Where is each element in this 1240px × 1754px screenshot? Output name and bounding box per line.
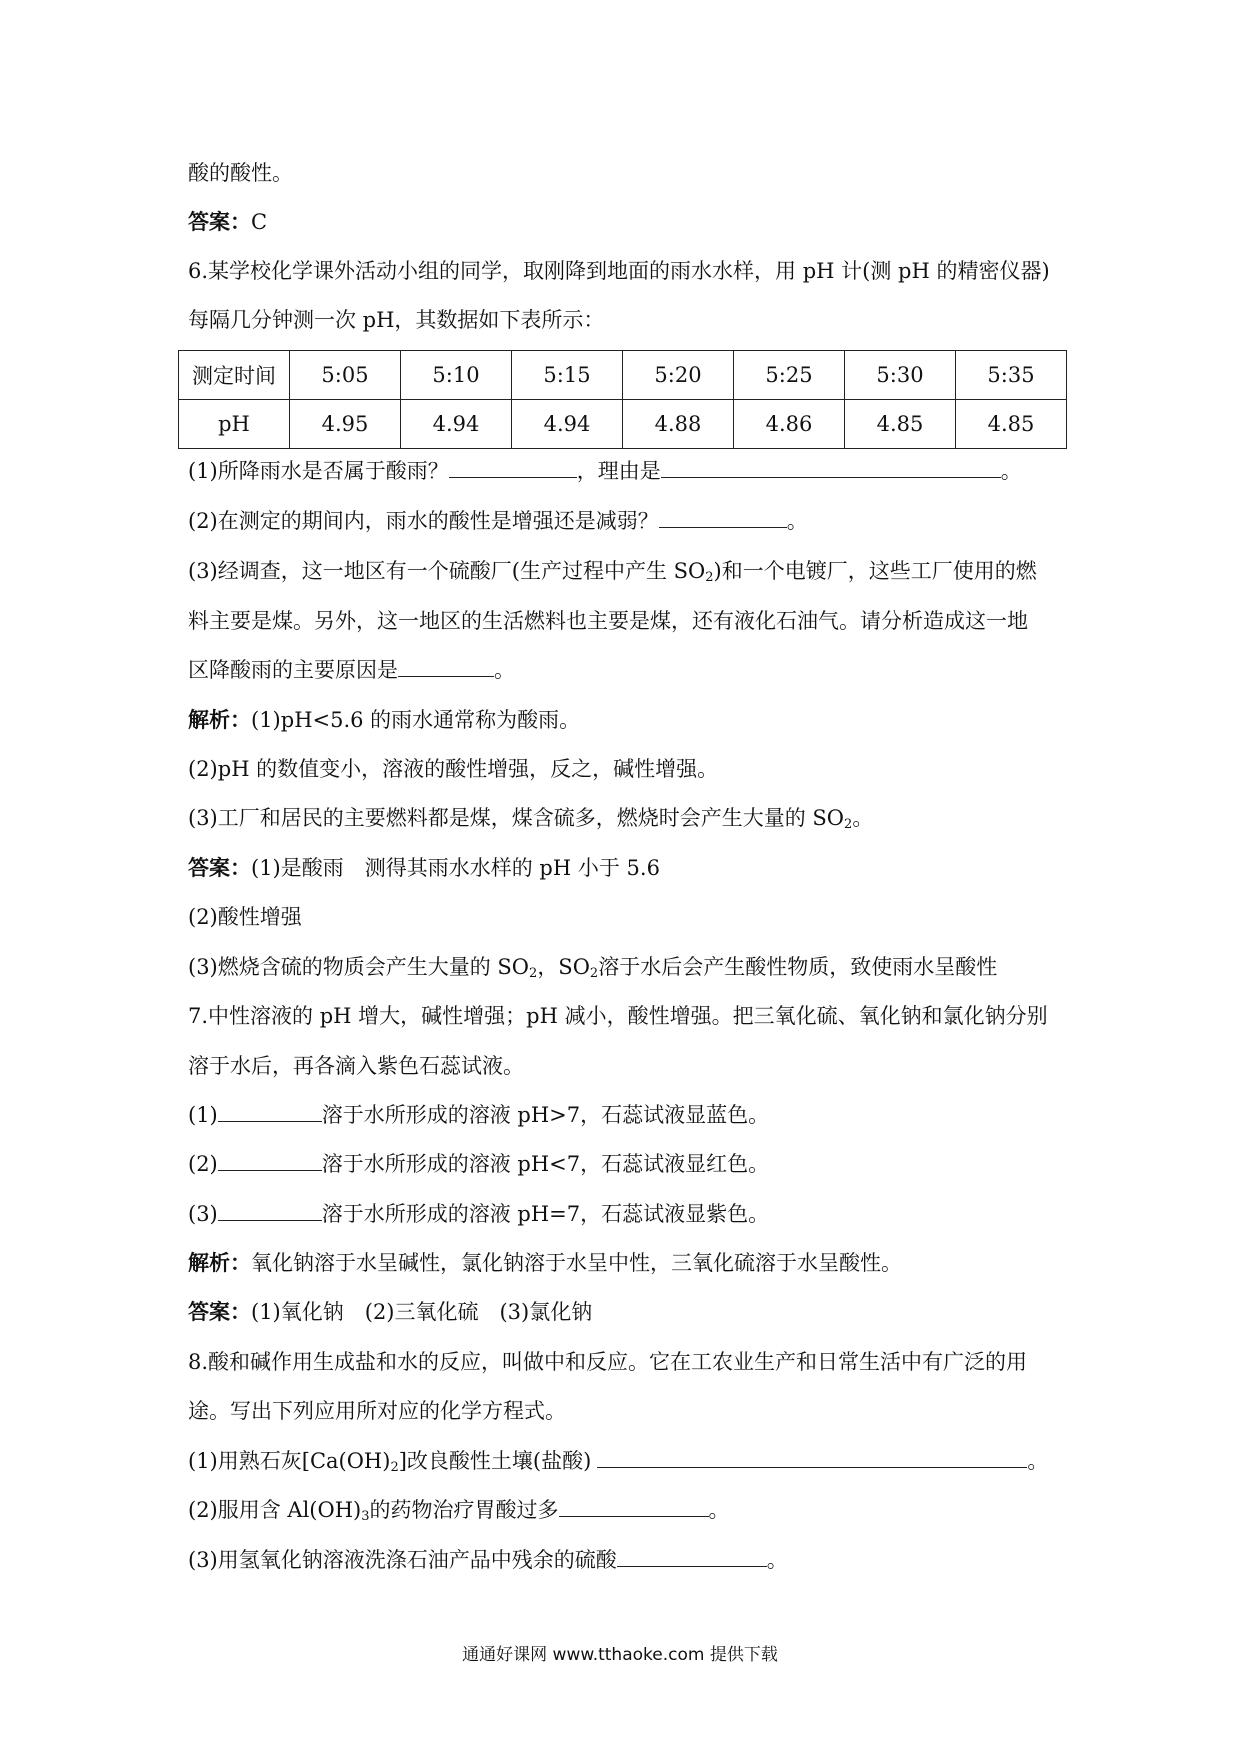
table-cell: 4.88: [623, 400, 734, 449]
text: 溶于水所形成的溶液 pH=7，石蕊试液显紫色。: [321, 1202, 770, 1226]
text: (1)用熟石灰[Ca(OH): [188, 1449, 391, 1473]
analysis-line: [188, 754, 718, 784]
table-cell: 5:30: [845, 351, 956, 400]
subscript: 2: [705, 570, 714, 585]
text: ]改良酸性土壤(盐酸): [398, 1449, 592, 1473]
text: (3)燃烧含硫的物质会产生大量的 SO: [188, 955, 530, 979]
text: 6.某学校化学课外活动小组的同学，取刚降到地面的雨水水样，用 pH 计(测 pH 的精密仪器): [188, 259, 1050, 283]
question-7-3: [188, 1199, 769, 1229]
answer-blank[interactable]: [398, 656, 494, 677]
text: (3)用氢氧化钠溶液洗涤石油产品中残余的硫酸: [188, 1548, 617, 1572]
table-cell: 5:15: [512, 351, 623, 400]
question-6-3: [188, 556, 1037, 593]
text: (2)在测定的期间内，雨水的酸性是增强还是减弱？: [188, 509, 659, 533]
text: (2)服用含 Al(OH): [188, 1498, 362, 1522]
subscript: 2: [529, 966, 538, 981]
question-6-line: [188, 256, 1050, 286]
table-cell: 5:05: [290, 351, 401, 400]
analysis-label: 解析：: [188, 1251, 251, 1275]
text: ，理由是: [576, 459, 661, 483]
subscript: 2: [589, 966, 599, 981]
text: 7.中性溶液的 pH 增大，碱性增强；pH 减小，酸性增强。把三氧化硫、氧化钠和氯化钠分别: [188, 1004, 1048, 1028]
question-6-line: [188, 305, 604, 335]
text: (2): [188, 1152, 218, 1176]
answer-blank[interactable]: [218, 1150, 322, 1171]
text: 溶于水后，再各滴入紫色石蕊试液。: [188, 1054, 524, 1078]
table-cell: 4.94: [401, 400, 512, 449]
table-row: [179, 400, 1067, 449]
answer-line: [188, 902, 302, 932]
text: (1)所降雨水是否属于酸雨？: [188, 459, 449, 483]
table-cell: 5:25: [734, 351, 845, 400]
question-7-2: [188, 1149, 769, 1179]
text: 。: [1000, 459, 1022, 483]
question-6-2: [188, 506, 808, 536]
table-cell: pH: [179, 400, 290, 449]
answer-blank[interactable]: [218, 1200, 322, 1221]
answer-line: [188, 207, 267, 237]
text: 酸的酸性。: [188, 161, 293, 185]
text: (3): [188, 1202, 218, 1226]
text: 。: [494, 658, 515, 682]
text: (1): [188, 1103, 218, 1127]
answer-line: [188, 1297, 592, 1327]
subscript: 3: [361, 1509, 370, 1524]
ph-data-table: [178, 350, 1067, 449]
text: 溶于水后会产生酸性物质，致使雨水呈酸性: [598, 955, 998, 979]
question-8-line: [188, 1396, 566, 1426]
text: 。: [1027, 1449, 1049, 1473]
question-8-line: [188, 1347, 1027, 1377]
table-cell: 4.95: [290, 400, 401, 449]
text: 溶于水所形成的溶液 pH>7，石蕊试液显蓝色。: [321, 1103, 770, 1127]
table-row: [179, 351, 1067, 400]
table-cell: 4.85: [845, 400, 956, 449]
question-7-line: [188, 1001, 1048, 1031]
text: (3)经调查，这一地区有一个硫酸厂(生产过程中产生 SO: [188, 559, 706, 583]
analysis-label: 解析：: [188, 708, 251, 732]
text: 溶于水所形成的溶液 pH<7，石蕊试液显红色。: [321, 1152, 770, 1176]
question-8-2: [188, 1495, 730, 1532]
text: 。: [766, 1548, 788, 1572]
question-6-1: [188, 456, 1022, 486]
table-cell: 5:20: [623, 351, 734, 400]
table-cell: 测定时间: [179, 351, 290, 400]
text: 。: [786, 509, 808, 533]
text-line: [188, 158, 293, 188]
table-cell: 4.85: [956, 400, 1067, 449]
answer-blank[interactable]: [449, 457, 577, 478]
answer-line: [188, 853, 660, 883]
page-footer: 通通好课网 www.tthaoke.com 提供下载: [462, 1645, 778, 1665]
question-7-1: [188, 1100, 769, 1130]
table-cell: 5:10: [401, 351, 512, 400]
answer-blank[interactable]: [218, 1101, 322, 1122]
text: (2)pH 的数值变小，溶液的酸性增强，反之，碱性增强。: [188, 757, 719, 781]
subscript: 2: [844, 817, 853, 832]
text: (2)酸性增强: [188, 905, 302, 929]
text: (1)氧化钠 (2)三氧化硫 (3)氯化钠: [251, 1300, 593, 1324]
text: 8.酸和碱作用生成盐和水的反应，叫做中和反应。它在工农业生产和日常生活中有广泛的用: [188, 1350, 1028, 1374]
answer-blank[interactable]: [559, 1496, 709, 1517]
answer-label: 答案：: [188, 1300, 251, 1324]
text: 的药物治疗胃酸过多: [369, 1498, 559, 1522]
subscript: 2: [390, 1460, 399, 1475]
analysis-line: [188, 803, 873, 840]
answer-label: 答案：: [188, 856, 251, 880]
answer-text: C: [251, 210, 268, 234]
question-8-3: [188, 1545, 788, 1575]
table-cell: 4.86: [734, 400, 845, 449]
text: (3)工厂和居民的主要燃料都是煤，煤含硫多，燃烧时会产生大量的 SO: [188, 806, 845, 830]
text: 区降酸雨的主要原因是: [188, 658, 398, 682]
text: 氧化钠溶于水呈碱性，氯化钠溶于水呈中性，三氧化硫溶于水呈酸性。: [251, 1251, 902, 1275]
answer-label: 答案：: [188, 210, 251, 234]
text: 。: [708, 1498, 730, 1522]
answer-blank[interactable]: [661, 457, 1001, 478]
answer-line: [188, 952, 997, 989]
text: 料主要是煤。另外，这一地区的生活燃料也主要是煤，还有液化石油气。请分析造成这一地: [188, 609, 1028, 633]
question-7-line: [188, 1051, 524, 1081]
answer-blank[interactable]: [597, 1447, 1027, 1468]
text: 每隔几分钟测一次 pH，其数据如下表所示：: [188, 308, 605, 332]
question-6-3: [188, 606, 1028, 636]
question-6-3: [188, 655, 515, 685]
answer-blank[interactable]: [659, 507, 787, 528]
text: ，SO: [537, 955, 590, 979]
text: (1)pH<5.6 的雨水通常称为酸雨。: [251, 708, 581, 732]
text: (1)是酸雨 测得其雨水水样的 pH 小于 5.6: [251, 856, 660, 880]
text: )和一个电镀厂，这些工厂使用的燃: [713, 559, 1037, 583]
analysis-line: [188, 1248, 902, 1278]
text: 。: [852, 806, 874, 830]
analysis-line: [188, 705, 580, 735]
text: 途。写出下列应用所对应的化学方程式。: [188, 1399, 566, 1423]
table-cell: 4.94: [512, 400, 623, 449]
table-cell: 5:35: [956, 351, 1067, 400]
question-8-1: [188, 1446, 1048, 1483]
answer-blank[interactable]: [617, 1546, 767, 1567]
